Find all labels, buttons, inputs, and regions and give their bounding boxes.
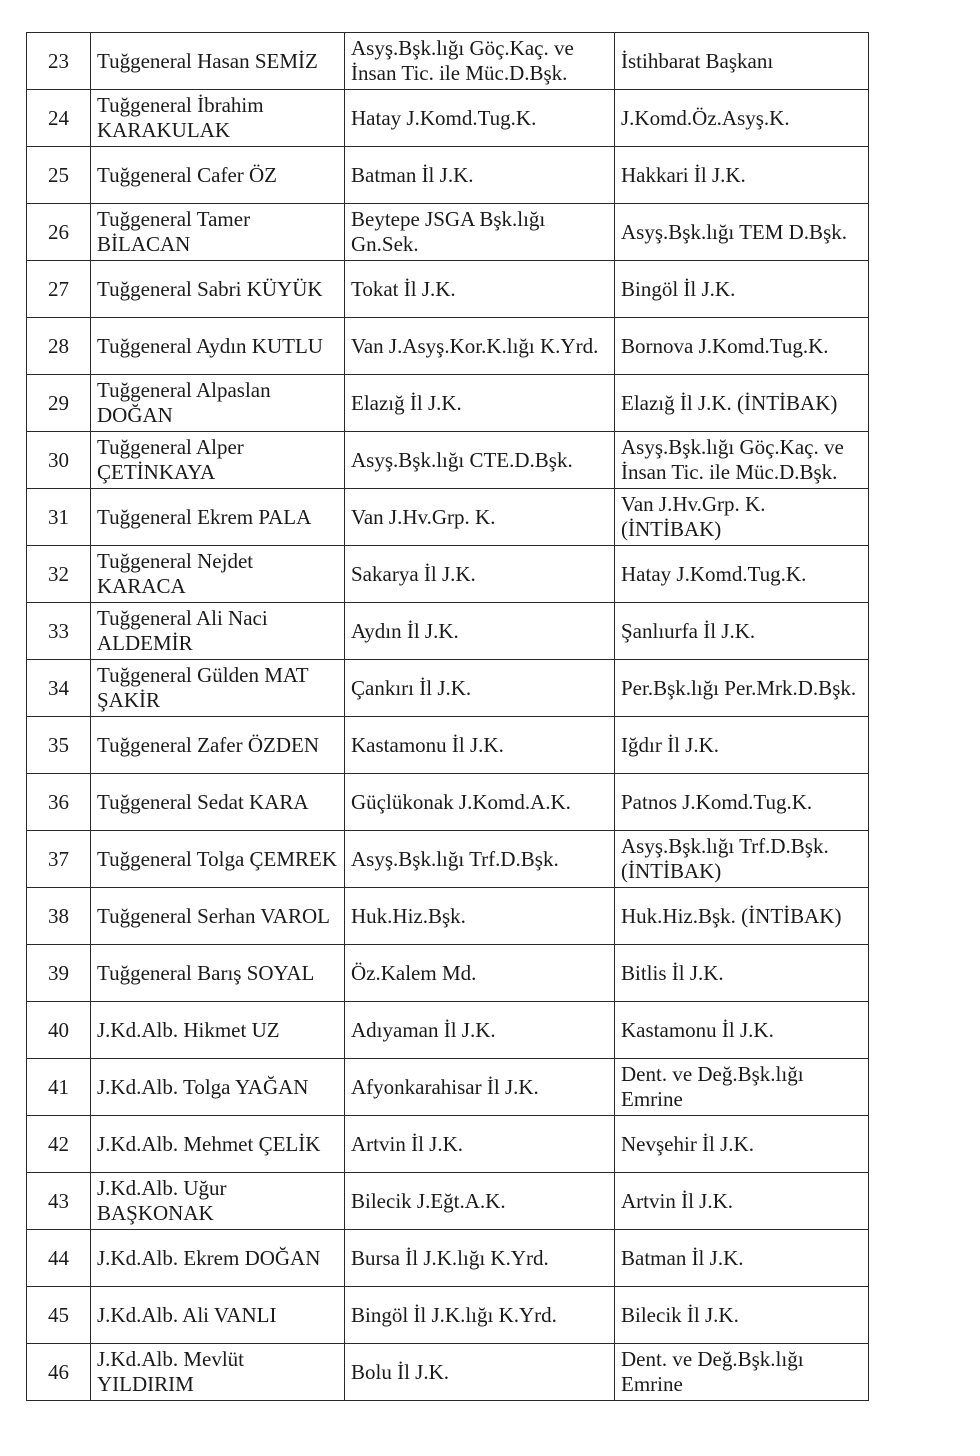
current-post: Güçlükonak J.Komd.A.K. [345, 774, 615, 831]
current-post: Bingöl İl J.K.lığı K.Yrd. [345, 1287, 615, 1344]
table-row [27, 603, 869, 660]
new-post: Bitlis İl J.K. [615, 945, 869, 1002]
new-post: Patnos J.Komd.Tug.K. [615, 774, 869, 831]
table-row [27, 33, 869, 90]
row-number: 42 [27, 1116, 91, 1173]
row-number: 35 [27, 717, 91, 774]
table-row [27, 318, 869, 375]
new-post: Asyş.Bşk.lığı Trf.D.Bşk. (İNTİBAK) [615, 831, 869, 888]
new-post: Asyş.Bşk.lığı Göç.Kaç. ve İnsan Tic. ile Müc.D.Bşk. [615, 432, 869, 489]
row-number: 40 [27, 1002, 91, 1059]
document-page [26, 32, 868, 1401]
table-row [27, 204, 869, 261]
current-post: Aydın İl J.K. [345, 603, 615, 660]
current-post: Van J.Hv.Grp. K. [345, 489, 615, 546]
current-post: Asyş.Bşk.lığı CTE.D.Bşk. [345, 432, 615, 489]
new-post: Huk.Hiz.Bşk. (İNTİBAK) [615, 888, 869, 945]
table-row [27, 90, 869, 147]
row-number: 45 [27, 1287, 91, 1344]
new-post: Bilecik İl J.K. [615, 1287, 869, 1344]
current-post: Hatay J.Komd.Tug.K. [345, 90, 615, 147]
table-row [27, 1173, 869, 1230]
officer-name: Tuğgeneral Cafer ÖZ [91, 147, 345, 204]
current-post: Huk.Hiz.Bşk. [345, 888, 615, 945]
table-row [27, 1116, 869, 1173]
new-post: Batman İl J.K. [615, 1230, 869, 1287]
officer-name: Tuğgeneral Alper ÇETİNKAYA [91, 432, 345, 489]
current-post: Artvin İl J.K. [345, 1116, 615, 1173]
officer-name: Tuğgeneral Ali Naci ALDEMİR [91, 603, 345, 660]
row-number: 25 [27, 147, 91, 204]
officer-name: Tuğgeneral Barış SOYAL [91, 945, 345, 1002]
row-number: 27 [27, 261, 91, 318]
officer-name: Tuğgeneral Tolga ÇEMREK [91, 831, 345, 888]
row-number: 30 [27, 432, 91, 489]
row-number: 23 [27, 33, 91, 90]
officer-name: Tuğgeneral Ekrem PALA [91, 489, 345, 546]
new-post: Hakkari İl J.K. [615, 147, 869, 204]
row-number: 38 [27, 888, 91, 945]
new-post: Şanlıurfa İl J.K. [615, 603, 869, 660]
current-post: Tokat İl J.K. [345, 261, 615, 318]
new-post: Asyş.Bşk.lığı TEM D.Bşk. [615, 204, 869, 261]
new-post: Kastamonu İl J.K. [615, 1002, 869, 1059]
table-row [27, 1344, 869, 1401]
new-post: Iğdır İl J.K. [615, 717, 869, 774]
new-post: İstihbarat Başkanı [615, 33, 869, 90]
current-post: Bursa İl J.K.lığı K.Yrd. [345, 1230, 615, 1287]
row-number: 28 [27, 318, 91, 375]
row-number: 32 [27, 546, 91, 603]
table-row [27, 432, 869, 489]
officer-name: Tuğgeneral Alpaslan DOĞAN [91, 375, 345, 432]
current-post: Öz.Kalem Md. [345, 945, 615, 1002]
table-row [27, 831, 869, 888]
current-post: Beytepe JSGA Bşk.lığı Gn.Sek. [345, 204, 615, 261]
current-post: Bolu İl J.K. [345, 1344, 615, 1401]
row-number: 43 [27, 1173, 91, 1230]
row-number: 33 [27, 603, 91, 660]
table-row [27, 1059, 869, 1116]
row-number: 41 [27, 1059, 91, 1116]
officer-name: J.Kd.Alb. Uğur BAŞKONAK [91, 1173, 345, 1230]
current-post: Çankırı İl J.K. [345, 660, 615, 717]
table-row [27, 489, 869, 546]
appointment-table-body [27, 33, 869, 1401]
row-number: 29 [27, 375, 91, 432]
officer-name: J.Kd.Alb. Mevlüt YILDIRIM [91, 1344, 345, 1401]
current-post: Afyonkarahisar İl J.K. [345, 1059, 615, 1116]
new-post: Elazığ İl J.K. (İNTİBAK) [615, 375, 869, 432]
new-post: Dent. ve Değ.Bşk.lığı Emrine [615, 1059, 869, 1116]
current-post: Van J.Asyş.Kor.K.lığı K.Yrd. [345, 318, 615, 375]
officer-name: Tuğgeneral Hasan SEMİZ [91, 33, 345, 90]
officer-name: J.Kd.Alb. Ekrem DOĞAN [91, 1230, 345, 1287]
row-number: 34 [27, 660, 91, 717]
officer-name: Tuğgeneral İbrahim KARAKULAK [91, 90, 345, 147]
new-post: Dent. ve Değ.Bşk.lığı Emrine [615, 1344, 869, 1401]
row-number: 37 [27, 831, 91, 888]
table-row [27, 261, 869, 318]
row-number: 24 [27, 90, 91, 147]
table-row [27, 1002, 869, 1059]
row-number: 36 [27, 774, 91, 831]
current-post: Sakarya İl J.K. [345, 546, 615, 603]
new-post: Artvin İl J.K. [615, 1173, 869, 1230]
new-post: Bornova J.Komd.Tug.K. [615, 318, 869, 375]
officer-name: Tuğgeneral Serhan VAROL [91, 888, 345, 945]
current-post: Batman İl J.K. [345, 147, 615, 204]
row-number: 46 [27, 1344, 91, 1401]
row-number: 44 [27, 1230, 91, 1287]
new-post: Hatay J.Komd.Tug.K. [615, 546, 869, 603]
table-row [27, 375, 869, 432]
table-row [27, 147, 869, 204]
new-post: Van J.Hv.Grp. K. (İNTİBAK) [615, 489, 869, 546]
officer-name: J.Kd.Alb. Hikmet UZ [91, 1002, 345, 1059]
table-row [27, 888, 869, 945]
current-post: Asyş.Bşk.lığı Trf.D.Bşk. [345, 831, 615, 888]
officer-name: Tuğgeneral Tamer BİLACAN [91, 204, 345, 261]
current-post: Bilecik J.Eğt.A.K. [345, 1173, 615, 1230]
new-post: Per.Bşk.lığı Per.Mrk.D.Bşk. [615, 660, 869, 717]
officer-name: Tuğgeneral Aydın KUTLU [91, 318, 345, 375]
officer-name: Tuğgeneral Zafer ÖZDEN [91, 717, 345, 774]
row-number: 39 [27, 945, 91, 1002]
table-row [27, 1230, 869, 1287]
current-post: Kastamonu İl J.K. [345, 717, 615, 774]
officer-name: Tuğgeneral Sedat KARA [91, 774, 345, 831]
officer-name: J.Kd.Alb. Tolga YAĞAN [91, 1059, 345, 1116]
new-post: Nevşehir İl J.K. [615, 1116, 869, 1173]
current-post: Asyş.Bşk.lığı Göç.Kaç. ve İnsan Tic. ile Müc.D.Bşk. [345, 33, 615, 90]
table-row [27, 945, 869, 1002]
row-number: 26 [27, 204, 91, 261]
new-post: Bingöl İl J.K. [615, 261, 869, 318]
officer-name: J.Kd.Alb. Ali VANLI [91, 1287, 345, 1344]
table-row [27, 1287, 869, 1344]
table-row [27, 774, 869, 831]
current-post: Adıyaman İl J.K. [345, 1002, 615, 1059]
officer-name: Tuğgeneral Gülden MAT ŞAKİR [91, 660, 345, 717]
table-row [27, 717, 869, 774]
officer-name: J.Kd.Alb. Mehmet ÇELİK [91, 1116, 345, 1173]
current-post: Elazığ İl J.K. [345, 375, 615, 432]
table-row [27, 546, 869, 603]
row-number: 31 [27, 489, 91, 546]
table-row [27, 660, 869, 717]
officer-name: Tuğgeneral Nejdet KARACA [91, 546, 345, 603]
officer-name: Tuğgeneral Sabri KÜYÜK [91, 261, 345, 318]
appointment-table [26, 32, 869, 1401]
new-post: J.Komd.Öz.Asyş.K. [615, 90, 869, 147]
